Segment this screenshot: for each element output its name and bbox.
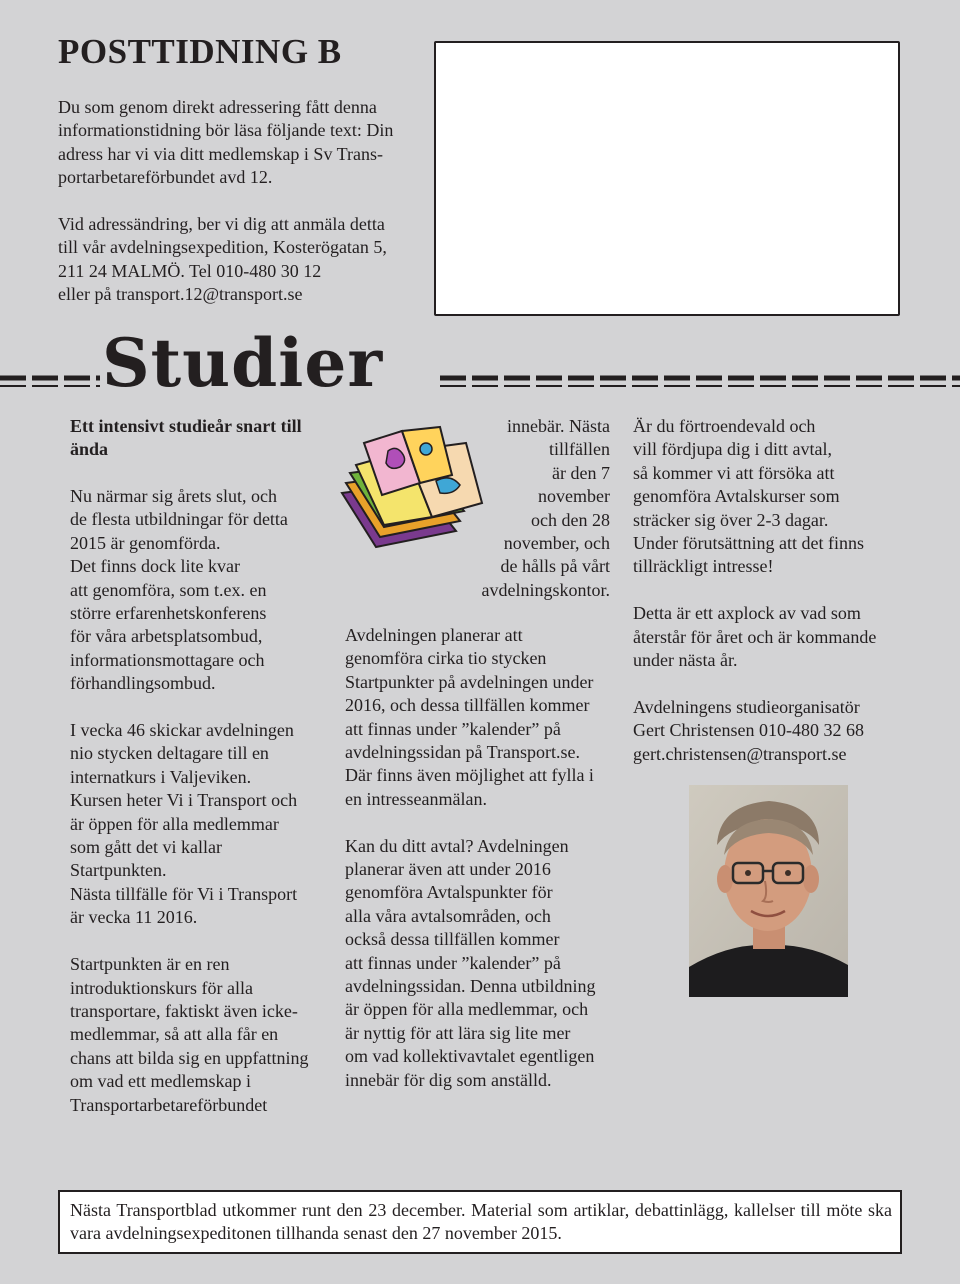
body-line: Är du förtroendevald och: [633, 416, 816, 436]
body-line: genomföra Avtalspunkter för: [345, 882, 553, 903]
body-line: avdelningskontor.: [481, 579, 610, 600]
body-line: Avdelningens studieorganisatör: [633, 696, 860, 717]
heading-line: Ett intensivt studieår snart till: [70, 416, 302, 436]
body-line: de flesta utbildningar för detta: [70, 509, 288, 530]
intro-line: till vår avdelningsexpedition, Kosterögatan 5,: [58, 237, 387, 258]
body-line: Det finns dock lite kvar: [70, 556, 240, 577]
body-line: också dessa tillfällen kommer: [345, 929, 560, 950]
paragraph-gap: [70, 696, 308, 719]
body-line: november: [538, 486, 610, 507]
article-heading: [70, 415, 302, 462]
footer-notice-text: Nästa Transportblad utkommer runt den 23 december. Material som artiklar, debattinlägg, kallelser till möte ska vara avdelningsexpeditonen tillhanda senast den 27 november 2015.: [70, 1200, 892, 1244]
body-line: 2015 är genomförda.: [70, 532, 221, 553]
body-line: Nästa tillfälle för Vi i Transport: [70, 883, 298, 904]
body-line: transportare, faktiskt även icke-: [70, 1000, 298, 1021]
body-line: sträcker sig över 2-3 dagar.: [633, 509, 829, 530]
body-line: Kan du ditt avtal? Avdelningen: [345, 835, 569, 856]
body-line: en intresseanmälan.: [345, 788, 487, 809]
body-line: genomföra cirka tio stycken: [345, 648, 547, 669]
body-line: informationsmottagare och: [70, 649, 265, 670]
body-line: genomföra Avtalskurser som: [633, 486, 840, 507]
paragraph-gap: [345, 811, 595, 834]
body-line: avdelningssidan. Denna utbildning: [345, 976, 596, 997]
body-line: att finnas under ”kalender” på: [345, 718, 561, 739]
body-line: innebär för dig som anställd.: [345, 1069, 552, 1090]
body-line: Transportarbetareförbundet: [70, 1094, 268, 1115]
intro-line: informationstidning bör läsa följande text: Din: [58, 120, 394, 141]
body-line: Under förutsättning att det finns: [633, 533, 864, 554]
column-2-body: [345, 624, 595, 1092]
body-line: avdelningssidan på Transport.se.: [345, 742, 580, 763]
column-1-body: [70, 485, 308, 1117]
paragraph-gap: [633, 672, 876, 695]
body-line: är nyttig för att lära sig lite mer: [345, 1022, 571, 1043]
body-line: så kommer vi att försöka att: [633, 462, 835, 483]
column-3-body: [633, 415, 876, 766]
body-line: vill fördjupa dig i ditt avtal,: [633, 439, 832, 460]
body-line: för våra arbetsplatsombud,: [70, 626, 263, 647]
intro-line: Du som genom direkt adressering fått denna: [58, 97, 377, 117]
body-line: alla våra avtalsområden, och: [345, 905, 551, 926]
body-line: Nu närmar sig årets slut, och: [70, 486, 277, 506]
paragraph-gap: [70, 930, 308, 953]
body-line: Gert Christensen 010-480 32 68: [633, 720, 864, 741]
intro-line: 211 24 MALMÖ. Tel 010-480 30 12: [58, 260, 322, 281]
portrait-photo: [689, 785, 848, 997]
body-line: Startpunkten är en ren: [70, 954, 230, 975]
body-line: Där finns även möjlighet att fylla i: [345, 765, 594, 786]
section-title: Studier: [102, 324, 384, 402]
body-line: Kursen heter Vi i Transport och: [70, 790, 298, 811]
body-line: planerar även att under 2016: [345, 859, 551, 880]
body-line: tillräckligt intresse!: [633, 556, 774, 577]
body-line: chans att bilda sig en uppfattning: [70, 1047, 309, 1068]
body-line: gert.christensen@transport.se: [633, 743, 847, 764]
body-line: I vecka 46 skickar avdelningen: [70, 720, 294, 741]
body-line: återstår för året och är kommande: [633, 626, 877, 647]
column-2-top-right: [440, 415, 610, 602]
body-line: att finnas under ”kalender” på: [345, 952, 561, 973]
body-line: introduktionskurs för alla: [70, 977, 253, 998]
page-title: POSTTIDNING B: [58, 32, 342, 71]
body-line: är öppen för alla medlemmar, och: [345, 999, 589, 1020]
body-line: Detta är ett axplock av vad som: [633, 603, 861, 624]
intro-line: portarbetareförbundet avd 12.: [58, 167, 273, 188]
body-line: större erfarenhetskonferens: [70, 603, 267, 624]
body-line: under nästa år.: [633, 650, 738, 671]
body-line: 2016, och dessa tillfällen kommer: [345, 695, 590, 716]
body-line: är den 7: [552, 462, 610, 483]
body-line: innebär. Nästa: [507, 416, 610, 436]
body-line: som gått det vi kallar: [70, 837, 222, 858]
body-line: medlemmar, så att alla får en: [70, 1024, 279, 1045]
body-line: om vad ett medlemskap i: [70, 1071, 251, 1092]
intro-line: adress har vi via ditt medlemskap i Sv Trans-: [58, 143, 383, 164]
intro-line: Vid adressändring, ber vi dig att anmäla detta: [58, 214, 385, 234]
address-label-box: [434, 41, 900, 316]
intro-paragraph-1: [58, 96, 393, 190]
body-line: november, och: [503, 533, 610, 554]
body-line: Startpunkten.: [70, 860, 167, 881]
paragraph-gap: [633, 579, 876, 602]
body-line: nio stycken deltagare till en: [70, 743, 269, 764]
body-line: om vad kollektivavtalet egentligen: [345, 1046, 595, 1067]
body-line: att genomföra, som t.ex. en: [70, 579, 267, 600]
heading-line: ända: [70, 439, 109, 460]
body-line: är öppen för alla medlemmar: [70, 813, 279, 834]
body-line: förhandlingsombud.: [70, 673, 216, 694]
body-line: och den 28: [531, 509, 610, 530]
body-line: Startpunkter på avdelningen under: [345, 671, 594, 692]
body-line: Avdelningen planerar att: [345, 625, 523, 645]
intro-paragraph-2: [58, 213, 387, 307]
body-line: tillfällen: [549, 439, 610, 460]
body-line: är vecka 11 2016.: [70, 907, 198, 928]
body-line: internatkurs i Valjeviken.: [70, 766, 252, 787]
intro-line: eller på transport.12@transport.se: [58, 284, 303, 305]
body-line: de hålls på vårt: [500, 556, 610, 577]
